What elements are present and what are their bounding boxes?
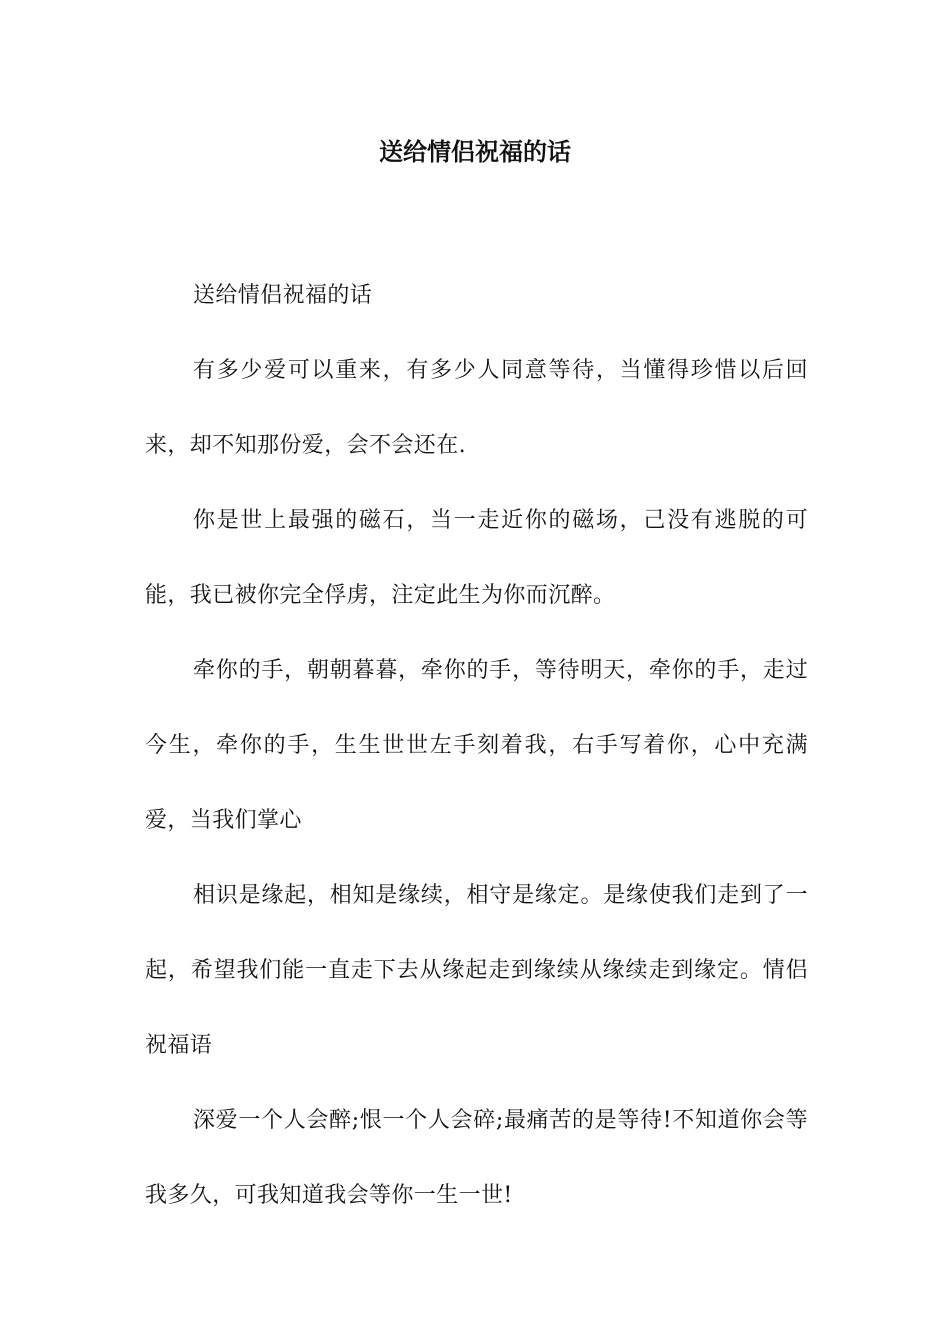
paragraph: 深爱一个人会醉;恨一个人会碎;最痛苦的是等待!不知道你会等我多久，可我知道我会等你一生一世! <box>145 1108 808 1208</box>
paragraph: 你是世上最强的磁石，当一走近你的磁场，己没有逃脱的可能，我已被你完全俘虏，注定此生为你而沉醉。 <box>145 508 808 608</box>
document-body <box>145 258 808 1233</box>
paragraph: 牵你的手，朝朝暮暮，牵你的手，等待明天，牵你的手，走过今生，牵你的手，生生世世左手刻着我，右手写着你，心中充满爱，当我们掌心 <box>145 658 808 833</box>
paragraph: 送给情侣祝福的话 <box>193 283 373 308</box>
paragraph: 有多少爱可以重来，有多少人同意等待，当懂得珍惜以后回来，却不知那份爱，会不会还在. <box>145 358 808 458</box>
paragraph: 相识是缘起，相知是缘续，相守是缘定。是缘使我们走到了一起，希望我们能一直走下去从缘起走到缘续从缘续走到缘定。情侣祝福语 <box>145 883 808 1058</box>
document-title: 送给情侣祝福的话 <box>379 137 571 166</box>
